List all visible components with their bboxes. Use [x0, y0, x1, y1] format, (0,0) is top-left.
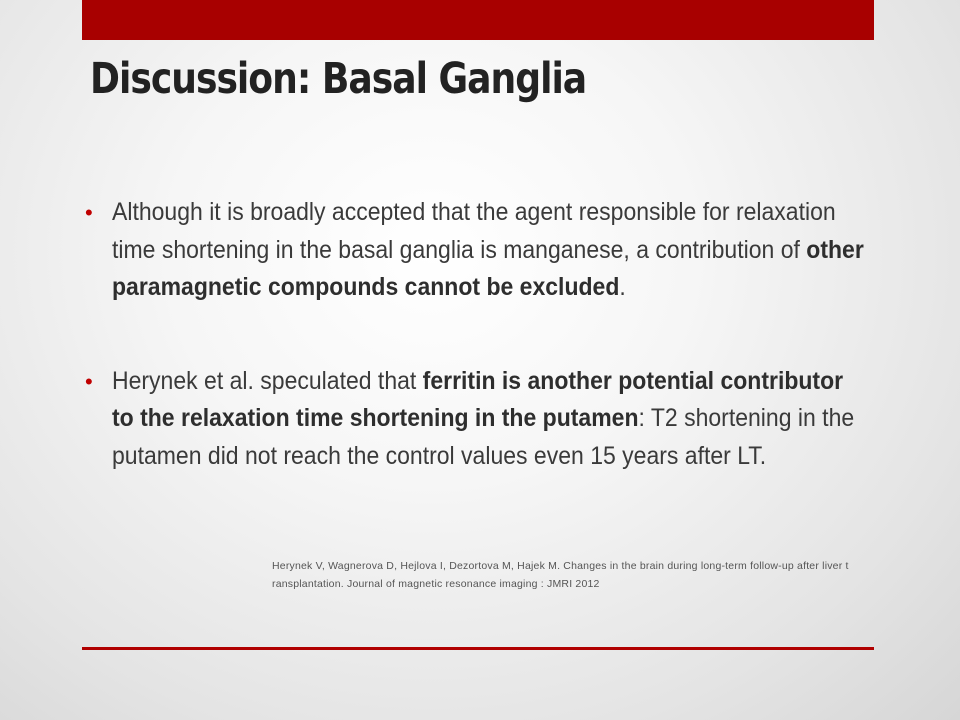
bullet-text-plain: : T2 shortening in the putamen did not reach the control values even 15 years after LT.: [112, 404, 855, 470]
bullet-text-plain: .: [619, 273, 626, 301]
bullet-text: [112, 363, 866, 476]
bullet-text-plain: Although it is broadly accepted that the agent responsible for relaxation time shortening in the basal ganglia is manganese, a contribution of: [112, 198, 836, 264]
citation-reference: Herynek V, Wagnerova D, Hejlova I, Dezortova M, Hajek M. Changes in the brain during long-term follow-up after liver t ransplantation. Journal of magnetic resonance imaging : JMRI 2012: [272, 560, 849, 590]
bullet-item-ferritin: [82, 363, 862, 476]
bullet-text-bold: other paramagnetic compounds cannot be excluded: [112, 235, 864, 301]
bullet-dot-icon: •: [85, 368, 93, 394]
bullet-dot-icon: •: [85, 200, 93, 225]
top-accent-bar: [82, 0, 874, 40]
slide-title: Discussion: Basal Ganglia: [90, 54, 587, 104]
bullet-text: [112, 194, 866, 307]
bottom-divider: [82, 647, 874, 650]
bullet-text-plain: Herynek et al. speculated that: [112, 366, 423, 395]
bullet-text-bold: ferritin is another potential contributor to the relaxation time shortening in the putamen: [112, 366, 844, 432]
bullet-item-manganese: [82, 194, 862, 307]
bullet-list: [82, 194, 862, 475]
